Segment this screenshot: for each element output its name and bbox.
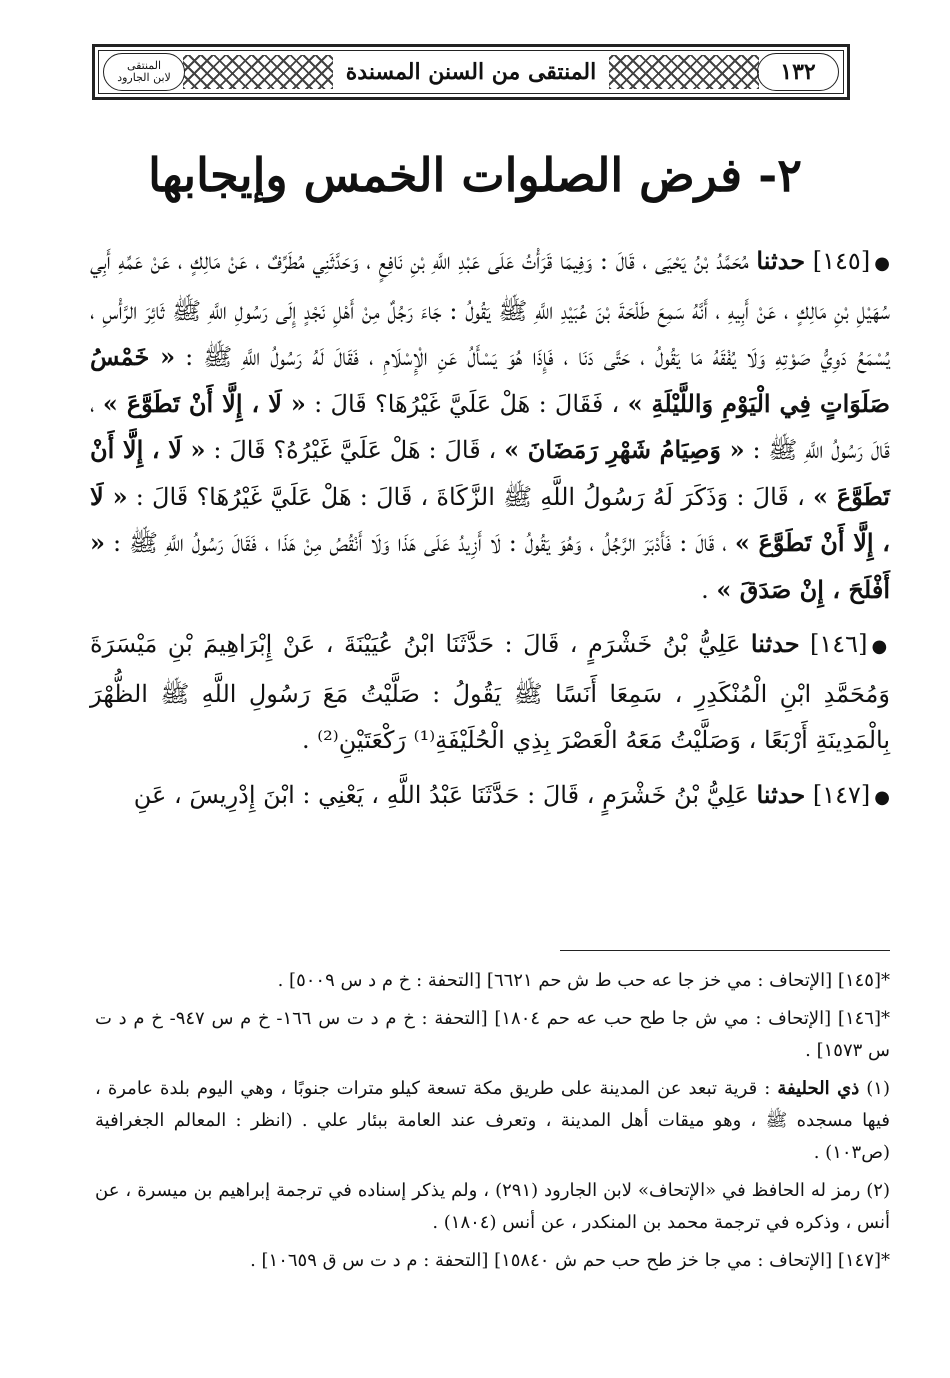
reference-147: *[١٤٧] [الإتحاف : مي جا خز طح حب حم ش ١٥٨٤٠] [التحفة : م د ت س ق ١٠٦٥٩] . bbox=[250, 1250, 890, 1271]
footnote-term: ذي الحليفة bbox=[777, 1078, 860, 1099]
hadith-147 bbox=[90, 772, 890, 822]
prophetic-quote: « خَمْسُ صَلَوَاتٍ فِي الْيَوْمِ وَاللَّيْلَةِ » bbox=[90, 342, 890, 418]
header-ornament-right bbox=[609, 55, 759, 89]
footnote-text: رمز له الحافظ في «الإتحاف» لابن الجارود (٢٩١) ، ولم يذكر إسناده في ترجمة إبراهيم بن ميسرة ، عن أنس ، وذكره في ترجمة محمد بن المنكدر ، عن أنس (١٨٠٤) . bbox=[95, 1180, 890, 1233]
hadith-text-block bbox=[90, 238, 890, 829]
bullet-icon: ● bbox=[874, 786, 890, 808]
hadith-145 bbox=[90, 238, 890, 613]
reference-146: *[١٤٦] [الإتحاف : مي ش جا طح حب عه حم ١٨٠٤] [التحفة : خ م د ت س ١٦٦- خ م س ٩٤٧- خ م د ت س ١٥٧٣] . bbox=[95, 1008, 890, 1061]
footnote-separator bbox=[560, 950, 890, 951]
chain-label: حدثنا bbox=[756, 779, 806, 809]
hadith-text: ، قَالَ : هَلْ عَلَيَّ غَيْرُهُ؟ قَالَ : bbox=[213, 436, 497, 464]
prophetic-quote: « وَصِيَامُ شَهْرِ رَمَضَانَ » bbox=[504, 435, 745, 464]
prophetic-quote: « لَا ، إِلَّا أَنْ تَطَوَّعَ » bbox=[90, 435, 890, 511]
logo-line-2: لابن الجارود bbox=[117, 71, 171, 84]
chain-label: حدثنا bbox=[750, 629, 800, 658]
page-number: ١٣٢ bbox=[757, 53, 839, 91]
hadith-text: عَلِيُّ بْنُ خَشْرَمٍ ، قَالَ : حَدَّثَنَا عَبْدُ اللَّهِ ، يَعْنِي : ابْنَ إِدْرِيسَ ، عَنِ bbox=[133, 780, 749, 809]
chapter-title: ٢- فرض الصلوات الخمس وإيجابها bbox=[148, 148, 802, 202]
logo-line-1: المنتقى bbox=[126, 59, 162, 72]
chain-label: حدثنا bbox=[756, 246, 806, 275]
hadith-text: ، قَالَ : وَذَكَرَ لَهُ رَسُولُ اللَّهِ ﷺ الزَّكَاةَ ، قَالَ : هَلْ عَلَيَّ غَيْرُهَا؟ قَالَ : bbox=[135, 482, 805, 511]
footnote-text: : قرية تبعد عن المدينة على طريق مكة تسعة كيلو مترات جنوبًا ، وهي اليوم بلدة عامرة ، فيها مسجده ﷺ ، وهو ميقات أهل المدينة ، وتعرف عند العامة ببئار علي . (انظر : المعالم الجغرافية (ص١٠٣) . bbox=[95, 1078, 890, 1163]
footnote-2 bbox=[95, 1175, 890, 1239]
prophetic-quote: « لَا ، إِلَّا أَنْ تَطَوَّعَ » bbox=[102, 388, 306, 418]
footnote-label: (١) bbox=[866, 1078, 890, 1099]
hadith-text: ، فَقَالَ : هَلْ عَلَيَّ غَيْرُهَا؟ قَالَ : bbox=[314, 389, 620, 418]
hadith-number: [١٤٧] bbox=[812, 780, 871, 809]
prophetic-quote: « أَفْلَحَ ، إِنْ صَدَقَ » bbox=[90, 528, 890, 604]
hadith-text: مُحَمَّدُ بْنُ يَحْيَى ، قَالَ : وَفِيمَا قَرَأْتُ عَلَى عَبْدِ اللَّهِ بْنِ نَافِعٍ ، وَحَدَّثَنِي مُطَرِّفٌ ، عَنْ مَالِكٍ ، عَنْ عَمِّهِ أَبِي سُهَيْلِ بْنِ مَالِكٍ ، عَنْ أَبِيهِ ، أَنَّهُ سَمِعَ طَلْحَةَ بْنَ عُبَيْدِ اللَّهِ ﷺ يَقُولُ : جَاءَ رَجُلٌ مِنْ أَهْلِ نَجْدٍ إِلَى رَسُولِ اللَّهِ ﷺ ثَائِرَ الرَّأْسِ ، يُسْمَعُ دَوِيُّ صَوْتِهِ وَلَا يُفْقَهُ مَا يَقُولُ ، حَتَّى دَنَا ، فَإِذَا هُوَ يَسْأَلُ عَنِ الْإِسْلَامِ ، فَقَالَ لَهُ رَسُولُ اللَّهِ ﷺ : bbox=[90, 247, 890, 371]
running-title: المنتقى من السنن المسندة bbox=[335, 53, 607, 91]
hadith-text: عَلِيُّ بْنُ خَشْرَمٍ ، قَالَ : حَدَّثَنَا ابْنُ عُيَيْنَةَ ، عَنْ إِبْرَاهِيمَ بْنِ مَيْسَرَةَ وَمُحَمَّدِ ابْنِ الْمُنْكَدِرِ ، سَمِعَا أَنَسًا ﷺ يَقُولُ : صَلَّيْتُ مَعَ رَسُولِ اللَّهِ ﷺ الظُّهْرَ بِالْمَدِينَةِ أَرْبَعًا ، وَصَلَّيْتُ مَعَهُ الْعَصْرَ بِذِي الْحُلَيْفَةِ⁽¹⁾ رَكْعَتَيْنِ⁽²⁾ . bbox=[90, 630, 890, 754]
footnotes bbox=[95, 965, 890, 1283]
hadith-text: ، قَالَ : فَأَدْبَرَ الرَّجُلُ ، وَهُوَ يَقُولُ : لَا أَزِيدُ عَلَى هَذَا وَلَا أَنْقُصُ مِنْ هَذَا ، فَقَالَ رَسُولُ اللَّهِ ﷺ : bbox=[112, 529, 727, 557]
hadith-146 bbox=[90, 621, 890, 764]
hadith-number: [١٤٥] bbox=[812, 247, 871, 275]
hadith-text: ، قَالَ رَسُولُ اللَّهِ ﷺ : bbox=[90, 389, 890, 464]
page-header bbox=[92, 44, 850, 100]
reference-145: *[١٤٥] [الإتحاف : مي خز جا عه حب ط ش حم ٦٦٢١] [التحفة : خ م د س ٥٠٠٩] . bbox=[277, 970, 890, 991]
header-ornament-left bbox=[183, 55, 333, 89]
prophetic-quote: « لَا ، إِلَّا أَنْ تَطَوَّعَ » bbox=[90, 481, 890, 557]
book-logo bbox=[103, 53, 185, 91]
bullet-icon: ● bbox=[874, 253, 890, 274]
footnote-label: (٢) bbox=[866, 1180, 890, 1201]
footnote-1 bbox=[95, 1073, 890, 1169]
hadith-number: [١٤٦] bbox=[810, 630, 868, 658]
bullet-icon: ● bbox=[871, 636, 890, 657]
hadith-text: . bbox=[701, 575, 709, 604]
